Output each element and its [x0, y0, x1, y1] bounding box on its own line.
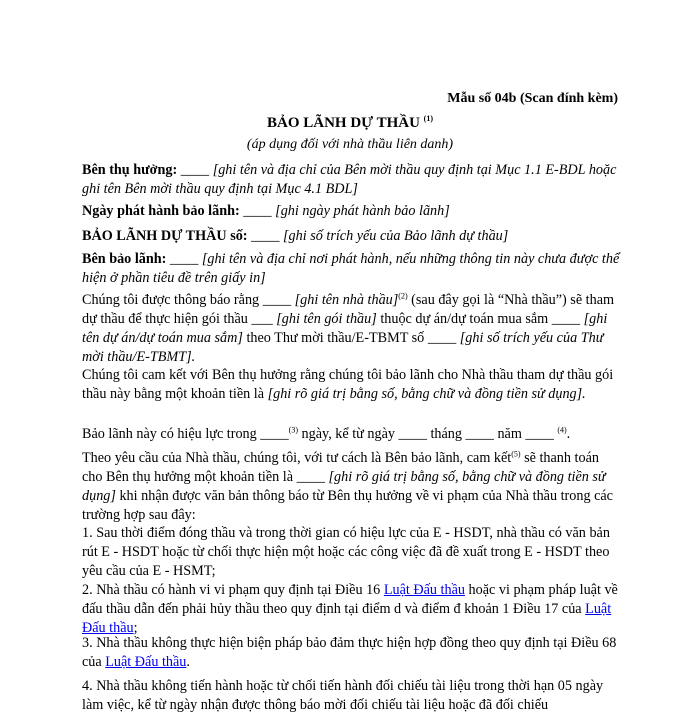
para1-hint-tbmt: [ghi số trích yếu của Thư mời thầu/E-TBMT]. [82, 330, 604, 365]
para1-hint-package: [ghi tên gói thầu] [276, 311, 377, 327]
para1-text-2: (sau đây gọi là “Nhà thầu”) sẽ tham dự thầu để thực hiện gói thầu ___ [82, 292, 615, 327]
title-text: BẢO LÃNH DỰ THẦU [266, 115, 420, 131]
document-subtitle: (áp dụng đối với nhà thầu liên danh) [246, 137, 454, 152]
paragraph-validity [82, 425, 622, 444]
issue-date-label: Ngày phát hành bảo lãnh: [82, 203, 240, 219]
beneficiary-hint: [ghi tên và địa chỉ của Bên mời thầu quy định tại Mục 1.1 E-BDL hoặc ghi tên Bên mời thầu quy định tại Mục 4.1 BDL] [82, 162, 617, 197]
para4-text-2: sẽ thanh toán cho Bên thụ hưởng một khoản tiền là ____ [82, 450, 599, 485]
para3-text-2: ngày, kể từ ngày ____ tháng ____ năm ____ [298, 426, 558, 442]
para4-footnote-5: (5) [511, 449, 521, 459]
bidding-law-link[interactable]: Luật Đấu thầu [383, 582, 465, 598]
item3-text-2: . [186, 654, 190, 670]
item2-text-1: 2. Nhà thầu có hành vi vi phạm quy định tại Điều 16 [82, 582, 384, 598]
guarantor-hint: [ghi tên và địa chỉ nơi phát hành, nếu những thông tin này chưa được thể hiện ở phần tiêu đề trên giấy in] [82, 251, 620, 286]
field-guarantor [82, 250, 622, 288]
para2-hint-amount: [ghi rõ giá trị bằng số, bằng chữ và đồng tiền sử dụng]. [267, 386, 586, 402]
form-number: Mẫu số 04b (Scan đính kèm) [447, 91, 618, 106]
para4-text-3: khi nhận được văn bản thông báo từ Bên thụ hưởng về vi phạm của Nhà thầu trong các trường hợp sau đây: [82, 488, 613, 523]
paragraph-payment [82, 449, 622, 525]
bidding-law-link[interactable]: Luật Đấu thầu [105, 654, 187, 670]
para4-hint-amount: [ghi rõ giá trị bằng số, bằng chữ và đồng tiền sử dụng] [82, 469, 606, 504]
para4-text-1: Theo yêu cầu của Nhà thầu, chúng tôi, với tư cách là Bên bảo lãnh, cam kết [82, 450, 512, 466]
item2-text-2: hoặc vi phạm pháp luật về đấu thầu dẫn đến phải hủy thầu theo quy định tại điểm d và điểm đ khoản 1 Điều 17 của [82, 582, 618, 617]
para3-text-3: . [566, 426, 571, 442]
list-item-2 [82, 581, 622, 638]
guarantor-label: Bên bảo lãnh: [82, 251, 167, 267]
para3-text-1: Bảo lãnh này có hiệu lực trong ____ [82, 426, 289, 442]
para3-footnote-4: (4) [557, 425, 567, 435]
list-item-1: 1. Sau thời điểm đóng thầu và trong thời gian có hiệu lực của E - HSDT, nhà thầu có văn bản rút E - HSDT hoặc từ chối thực hiện một hoặc các công việc đã đề xuất trong E - HSDT theo yêu cầu của E - HSMT; [82, 525, 610, 579]
paragraph-notification [82, 291, 622, 367]
issue-date-blank: ____ [243, 203, 272, 219]
guarantee-no-hint: [ghi số trích yếu của Bảo lãnh dự thầu] [283, 228, 509, 244]
para1-text-1: Chúng tôi được thông báo rằng ____ [82, 292, 295, 308]
item2-text-3: ; [133, 620, 138, 636]
para1-hint-contractor: [ghi tên nhà thầu] [294, 292, 399, 308]
para3-footnote-3: (3) [288, 425, 298, 435]
para1-hint-project: [ghi tên dự án/dự toán mua sắm] [82, 311, 608, 346]
list-item-4: 4. Nhà thầu không tiến hành hoặc từ chối tiến hành đối chiếu tài liệu trong thời hạn 05 ngày làm việc, kể từ ngày nhận được thông báo mời đối chiếu tài liệu hoặc đã đối chiếu [82, 678, 604, 713]
guarantee-no-label: BẢO LÃNH DỰ THẦU số: [82, 228, 248, 244]
title-footnote: (1) [423, 114, 433, 123]
field-beneficiary [82, 161, 622, 199]
para1-footnote-2: (2) [398, 291, 408, 301]
beneficiary-blank: ____ [180, 162, 210, 178]
guarantee-no-blank: ____ [251, 228, 280, 244]
item3-text-1: 3. Nhà thầu không thực hiện biện pháp bảo đảm thực hiện hợp đồng theo quy định tại Điều 68 của [82, 635, 617, 670]
field-guarantee-number [82, 227, 622, 246]
beneficiary-label: Bên thụ hưởng: [82, 162, 178, 178]
field-issue-date [82, 202, 622, 221]
issue-date-hint: [ghi ngày phát hành bảo lãnh] [275, 203, 450, 219]
para1-text-4: theo Thư mời thầu/E-TBMT số ____ [242, 330, 460, 346]
paragraph-commitment [82, 366, 622, 404]
guarantor-blank: ____ [169, 251, 199, 267]
list-item-3 [82, 634, 622, 672]
para2-text-1: Chúng tôi cam kết với Bên thụ hưởng rằng chúng tôi bảo lãnh cho Nhà thầu tham dự thầu gói thầu này bằng một khoản tiền là [82, 367, 614, 402]
bidding-law-link[interactable]: Luật Đấu thầu [82, 601, 612, 636]
para1-text-3: thuộc dự án/dự toán mua sắm ____ [376, 311, 584, 327]
document-title [0, 115, 700, 132]
